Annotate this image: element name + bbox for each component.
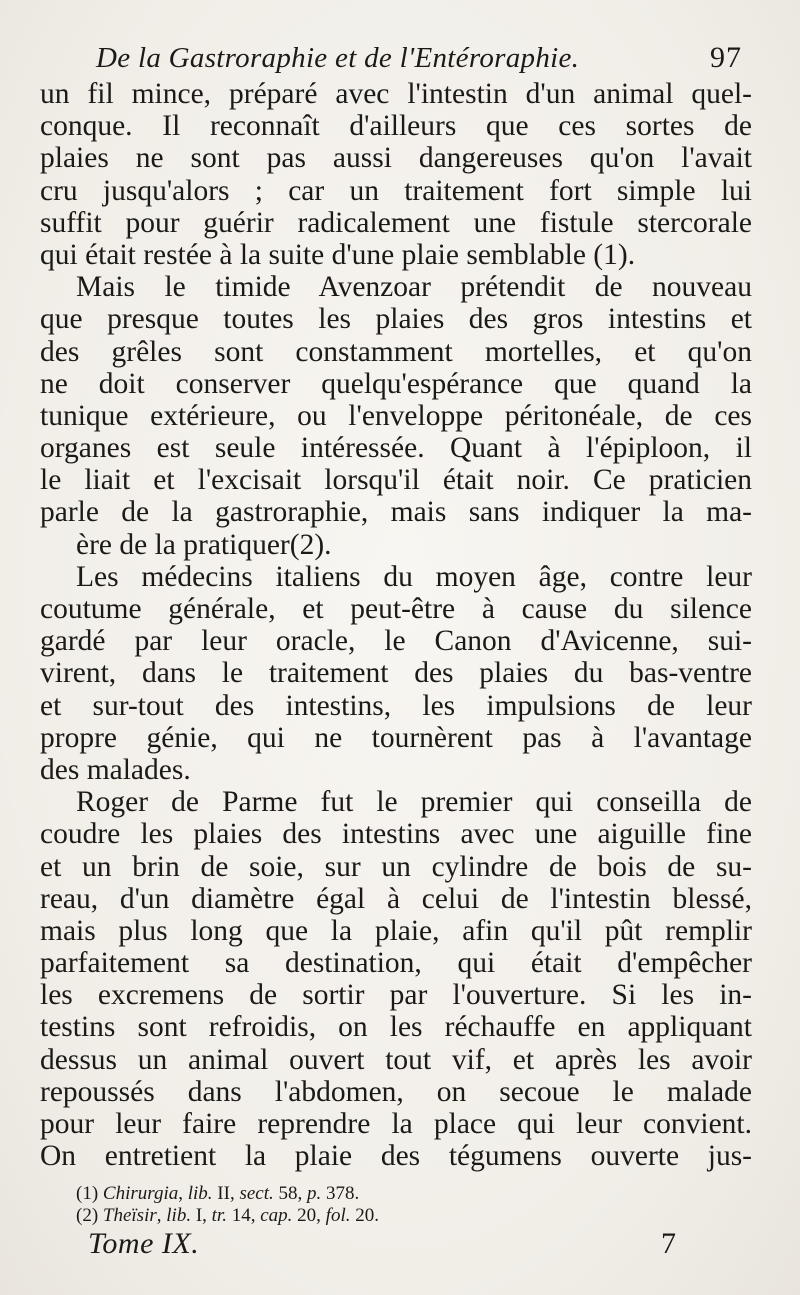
text-line: virent, dans le traitement des plaies du bas-ventre	[40, 657, 752, 690]
text-line: reau, d'un diamètre égal à celui de l'intestin blessé,	[40, 882, 752, 915]
paragraph-start: Mais le timide Avenzoar prétendit de nouveau	[76, 271, 752, 304]
text-line: testins sont refroidis, on les réchauffe en appliquant	[40, 1011, 752, 1044]
text-line: repoussés dans l'abdomen, on secoue le malade	[40, 1075, 752, 1108]
text-line: un fil mince, préparé avec l'intestin d'un animal quel-	[40, 78, 752, 110]
text-line: On entretient la plaie des tégumens ouverte jus-	[40, 1140, 752, 1173]
text-line: propre génie, qui ne tournèrent pas à l'avantage	[40, 721, 752, 754]
text-line: que presque toutes les plaies des gros intestins et	[40, 303, 752, 336]
text-line: conque. Il reconnaît d'ailleurs que ces sortes de	[40, 110, 752, 143]
text-line: le liait et l'excisait lorsqu'il était noir. Ce praticien	[40, 464, 752, 497]
text-line: des malades.	[40, 753, 191, 786]
text-line: organes est seule intéressée. Quant à l'épiploon, il	[40, 432, 752, 465]
text-line: coudre les plaies des intestins avec une aiguille fine	[40, 818, 752, 851]
body-text	[40, 78, 752, 1172]
text-line: ne doit conserver quelqu'espérance que quand la	[40, 367, 752, 400]
text-line: et un brin de soie, sur un cylindre de bois de su-	[40, 850, 752, 883]
text-line: ère de la pratiquer(2).	[76, 528, 332, 561]
text-line: dessus un animal ouvert tout vif, et après les avoir	[40, 1043, 752, 1076]
running-title: De la Gastroraphie et de l'Entéroraphie.	[96, 42, 580, 74]
footnotes	[76, 1183, 716, 1227]
text-line: et sur-tout des intestins, les impulsions de leur	[40, 689, 752, 722]
signature-line	[88, 1222, 676, 1266]
paragraph-start: Les médecins italiens du moyen âge, contre leur	[76, 560, 752, 593]
text-line: les excremens de sortir par l'ouverture. Si les in-	[40, 979, 752, 1012]
text-line: parfaitement sa destination, qui était d'empêcher	[40, 947, 752, 980]
text-line: pour leur faire reprendre la place qui leur convient.	[40, 1108, 752, 1140]
footnote-2: (2) Theïsir, lib. I, tr. 14, cap. 20, fol. 20.	[76, 1205, 379, 1226]
text-line: qui était restée à la suite d'une plaie semblable (1).	[40, 238, 636, 271]
text-line: suffit pour guérir radicalement une fistule stercorale	[40, 206, 752, 239]
text-line: mais plus long que la plaie, afin qu'il pût remplir	[40, 914, 752, 947]
running-head	[96, 36, 742, 80]
paragraph-start: Roger de Parme fut le premier qui conseilla de	[76, 786, 752, 819]
signature-mark: 7	[661, 1227, 676, 1260]
text-line: parle de la gastroraphie, mais sans indiquer la ma-	[40, 496, 752, 529]
text-line: des grêles sont constamment mortelles, et qu'on	[40, 335, 752, 368]
text-line: plaies ne sont pas aussi dangereuses qu'on l'avait	[40, 142, 752, 175]
text-line: tunique extérieure, ou l'enveloppe péritonéale, de ces	[40, 399, 752, 432]
page-number: 97	[710, 41, 742, 74]
text-line: cru jusqu'alors ; car un traitement fort simple lui	[40, 174, 752, 207]
footnote-1: (1) Chirurgia, lib. II, sect. 58, p. 378.	[76, 1183, 360, 1204]
volume-label: Tome IX.	[88, 1227, 200, 1260]
text-line: coutume générale, et peut-être à cause du silence	[40, 593, 752, 625]
text-line: gardé par leur oracle, le Canon d'Avicenne, sui-	[40, 625, 752, 658]
